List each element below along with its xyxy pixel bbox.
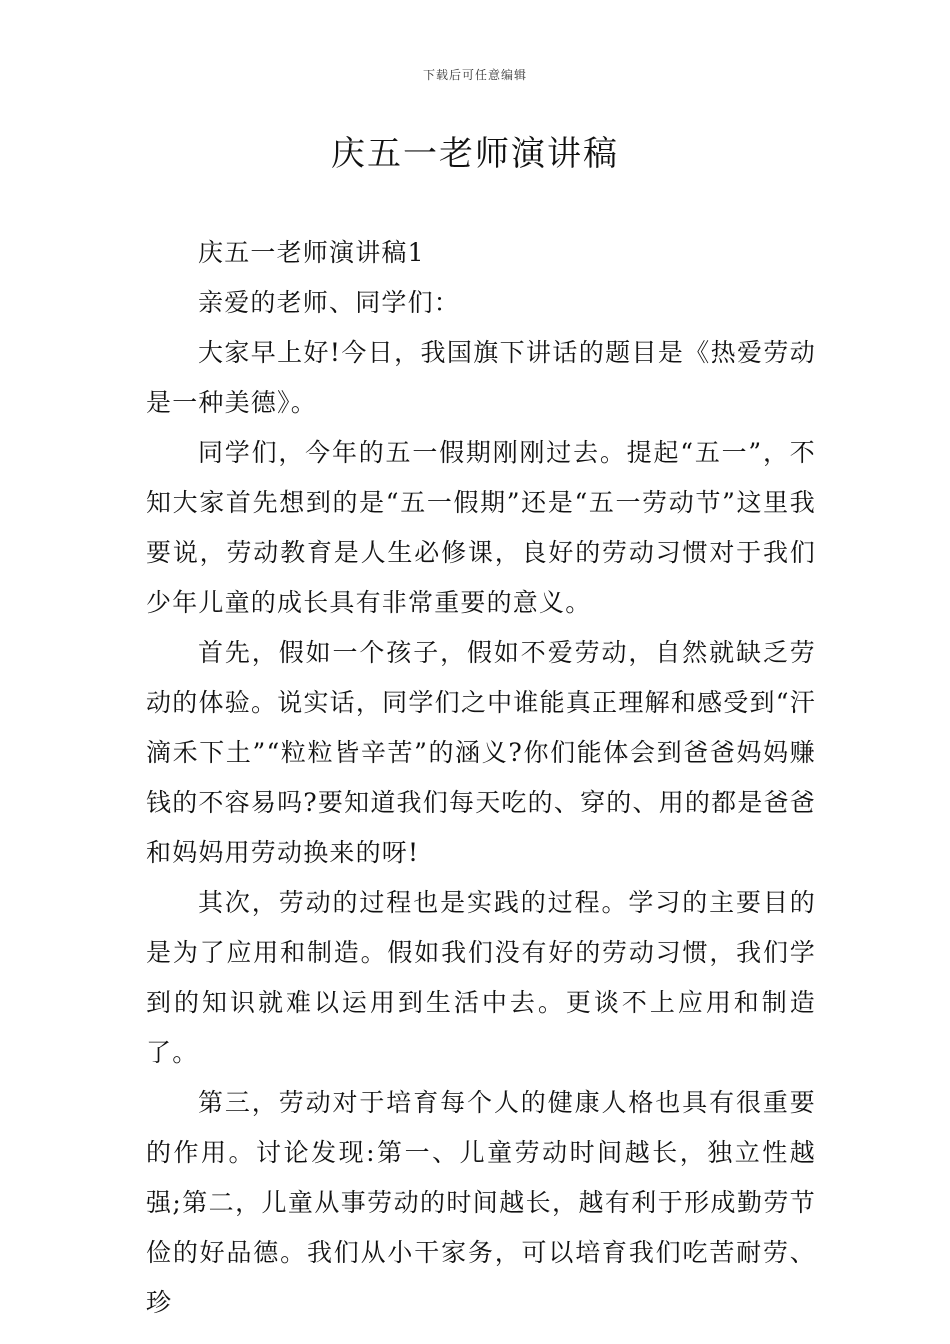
header-note: 下载后可任意编辑 bbox=[422, 68, 527, 82]
document-title: 庆五一老师演讲稿 bbox=[331, 134, 619, 174]
paragraph: 第三，劳动对于培育每个人的健康人格也具有很重要的作用。讨论发现:第一、儿童劳动时间越长，独立性越强;第二，儿童从事劳动的时间越长，越有利于形成勤劳节俭的好品德。我们从小干家务，可以培育我们吃苦耐劳、珍 bbox=[146, 1088, 816, 1317]
document-body bbox=[146, 228, 816, 1328]
paragraph-subtitle: 庆五一老师演讲稿1 bbox=[198, 238, 425, 267]
paragraph: 大家早上好!今日，我国旗下讲话的题目是《热爱劳动是一种美德》。 bbox=[146, 338, 816, 417]
paragraph-salutation: 亲爱的老师、同学们： bbox=[198, 288, 461, 317]
paragraph: 同学们，今年的五一假期刚刚过去。提起“五一”，不知大家首先想到的是“五一假期”还是“五一劳动节”这里我要说，劳动教育是人生必修课，良好的劳动习惯对于我们少年儿童的成长具有非常重要的意义。 bbox=[146, 438, 816, 617]
paragraph: 首先，假如一个孩子，假如不爱劳动，自然就缺乏劳动的体验。说实话，同学们之中谁能真正理解和感受到“汗滴禾下土”“粒粒皆辛苦”的涵义?你们能体会到爸爸妈妈赚钱的不容易吗?要知道我们每天吃的、穿的、用的都是爸爸和妈妈用劳动换来的呀! bbox=[146, 638, 816, 867]
paragraph: 其次，劳动的过程也是实践的过程。学习的主要目的是为了应用和制造。假如我们没有好的劳动习惯，我们学到的知识就难以运用到生活中去。更谈不上应用和制造了。 bbox=[146, 888, 816, 1067]
